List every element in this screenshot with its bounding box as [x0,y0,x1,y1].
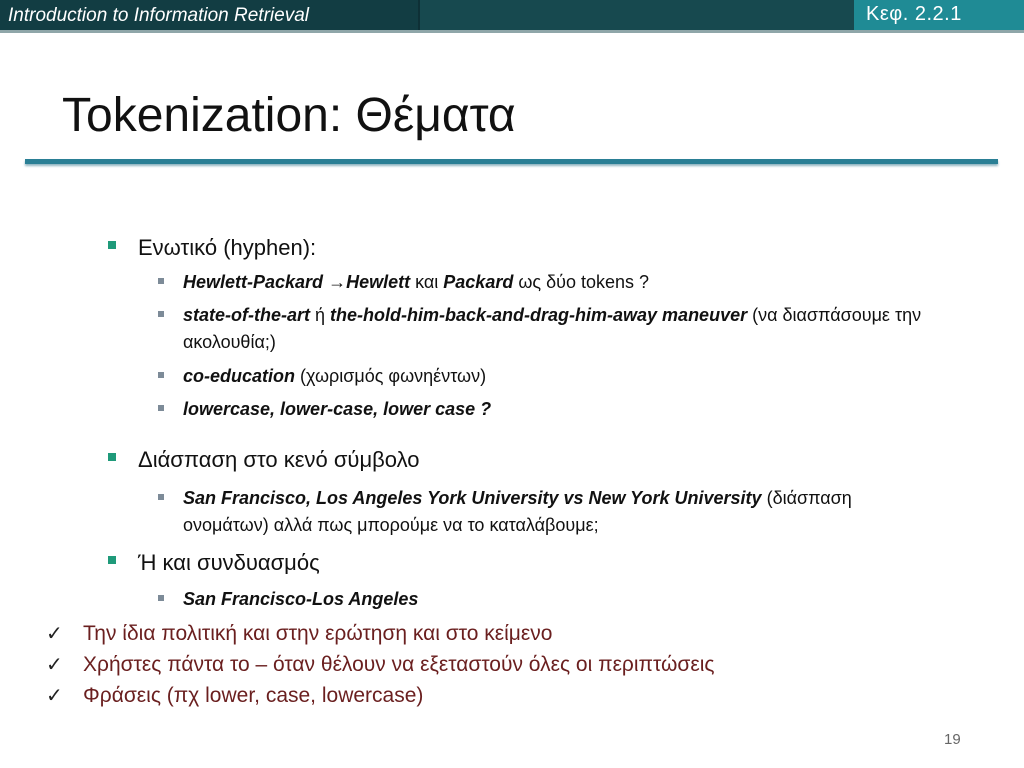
checkmark-icon: ✓ [46,654,63,676]
bullet-label: Ή και συνδυασμός [138,550,320,575]
square-bullet-icon [108,556,116,564]
text: (διάσπαση ονομάτων) αλλά πως μπορούμε να το καταλάβουμε; [183,488,852,535]
square-bullet-icon [158,278,164,284]
term: Hewlett-Packard [183,272,324,292]
title-rule [25,159,998,164]
bullet-label: Διάσπαση στο κενό σύμβολο [138,447,420,472]
chapter-ref-panel [854,0,1024,32]
square-bullet-icon [158,372,164,378]
square-bullet-icon [158,311,164,317]
square-bullet-icon [158,494,164,500]
text: ως δύο tokens ? [513,272,649,292]
check-text: Την ίδια πολιτική και στην ερώτηση και στο κείμενο [83,622,553,645]
arrow-icon: → [328,272,347,292]
header-underline [0,30,1024,33]
term: Hewlett [346,272,411,292]
chapter-ref: Κεφ. 2.2.1 [866,3,962,25]
bullet-label: Ενωτικό (hyphen): [138,235,317,260]
text: και [410,272,444,292]
check-text: Φράσεις (πχ lower, case, lowercase) [83,684,424,707]
term: the-hold-him-back-and-drag-him-away maneuver [330,305,748,325]
course-title-panel [0,0,420,32]
term: San Francisco-Los Angeles [183,589,419,609]
term: state-of-the-art [183,305,311,325]
square-bullet-icon [158,595,164,601]
text: (να διασπάσουμε την ακολουθία;) [183,305,922,352]
text: (χωρισμός φωνηέντων) [295,366,487,386]
checkmark-icon: ✓ [46,685,63,707]
square-bullet-icon [108,453,116,461]
term: lowercase, lower-case, lower case ? [183,399,492,419]
term: San Francisco, Los Angeles York University vs New York University [183,488,762,508]
check-text: Χρήστες πάντα το – όταν θέλουν να εξεταστούν όλες οι περιπτώσεις [83,653,715,676]
course-title: Introduction to Information Retrieval [8,5,309,26]
page-number: 19 [944,731,961,748]
header-bar [0,0,1024,32]
square-bullet-icon [108,241,116,249]
term: co-education [183,366,296,386]
square-bullet-icon [158,405,164,411]
term: Packard [443,272,514,292]
text: ή [310,305,331,325]
checkmark-icon: ✓ [46,623,63,645]
slide-title: Tokenization: Θέματα [62,89,516,142]
